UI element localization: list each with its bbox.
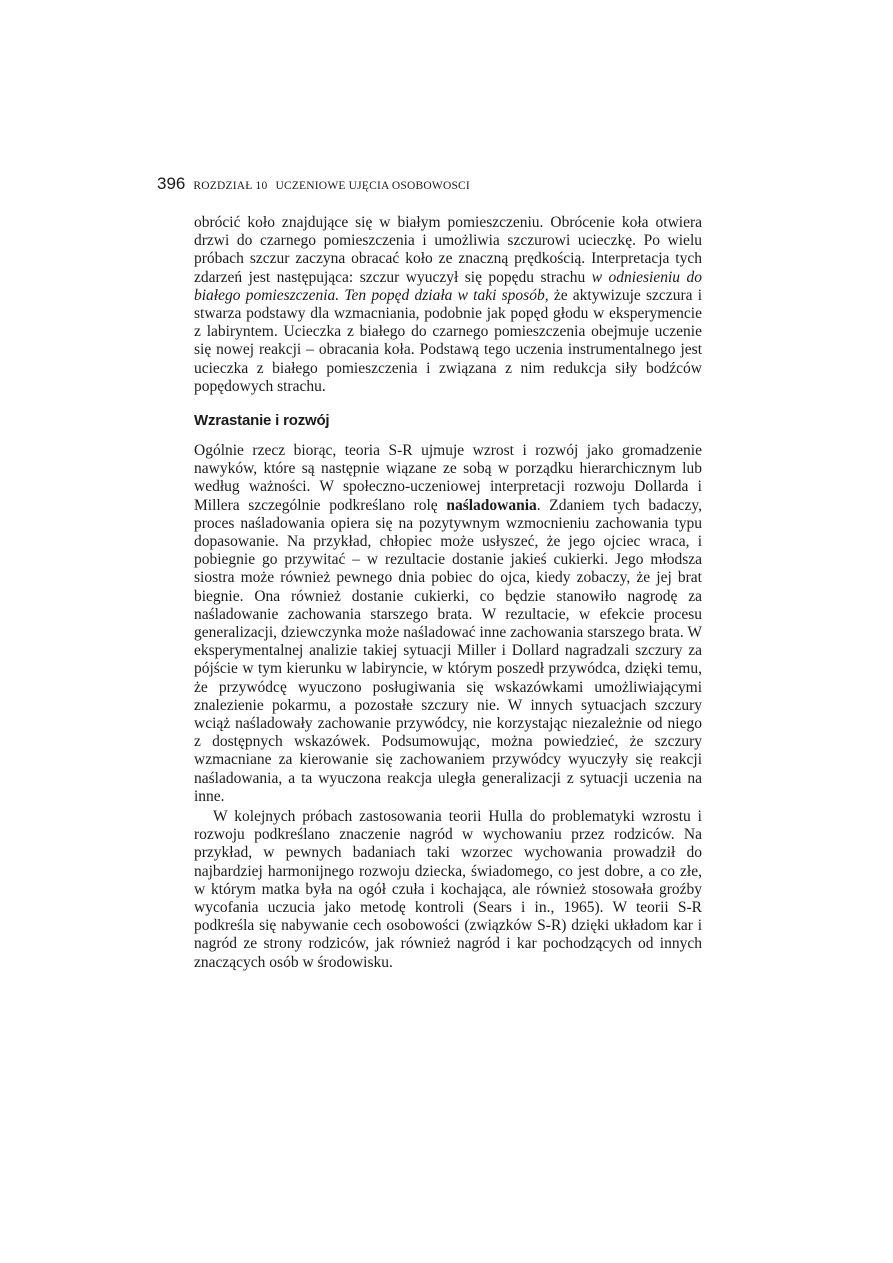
key-term: naśladowania xyxy=(446,496,537,514)
paragraph xyxy=(194,442,702,806)
paragraph-italic-text: w odniesieniu do białego pomieszczenia. Ten popęd działa w taki sposób, xyxy=(194,268,702,304)
page-number: 396 xyxy=(157,174,186,193)
paragraph xyxy=(194,214,702,396)
running-head xyxy=(157,174,717,194)
paragraph: W kolejnych próbach zastosowania teorii Hulla do problematyki wzrostu i rozwoju podkreślano znaczenie nagród w wychowaniu przez rodziców. Na przykład, w pewnych badaniach taki wzorzec wychowania prowadził do najbardziej harmonijnego rozwoju dziecka, świadomego, co jest dobre, a co złe, w którym matka była na ogół czuła i kochająca, ale również stosowała groźby wycofania uczucia jako metodę kontroli (Sears i in., 1965). W teorii S-R podkreśla się nabywanie cech osobowości (związków S-R) dzięki układom kar i nagród ze strony rodziców, jak również nagród i kar pochodzących od innych znaczących osób w środowisku. xyxy=(194,808,702,971)
chapter-title: UCZENIOWE UJĘCIA OSOBOWOSCI xyxy=(275,180,470,192)
section-paragraph xyxy=(194,442,702,806)
paragraph-text: że aktywizuje szczura i stwarza podstawy dla wzmacniania, podobnie jak popęd głodu w eksperymencie z labiryntem. Ucieczka z białego do czarnego pomieszczenia obejmuje uczenie się nowej reakcji – obracania koła. Podstawą tego uczenia instrumentalnego jest ucieczka z białego pomieszczenia i związana z nim redukcja siły bodźców popędowych strachu. xyxy=(194,286,703,395)
section-heading: Wzrastanie i rozwój xyxy=(194,412,330,429)
paragraph-text: obrócić koło znajdujące się w białym pomieszczeniu. Obrócenie koła otwiera drzwi do czarnego pomieszczenia i umożliwia szczurowi ucieczkę. Po wielu próbach szczur zaczyna obracać koło ze znaczną prędkością. Interpretacja tych zdarzeń jest następująca: szczur wyuczył się popędu strachu xyxy=(194,214,702,286)
section-paragraph xyxy=(194,808,702,972)
paragraph-text: . Zdaniem tych badaczy, proces naśladowania opiera się na pozytywnym wzmocnieniu zachowania typu dopasowanie. Na przykład, chłopiec może usłyszeć, że jego ojciec wraca, i pobiegnie go przywitać – w rezultacie dostanie jakieś cukierki. Jego młodsza siostra może również pewnego dnia pobiec do ojca, kiedy zobaczy, że jej brat biegnie. Ona również dostanie cukierki, co będzie stanowiło nagrodę za naśladowanie zachowania starszego brata. W rezultacie, w efekcie procesu generalizacji, dziewczynka może naśladować inne zachowania starszego brata. W eksperymentalnej analizie takiej sytuacji Miller i Dollard nagradzali szczury za pójście w tym kierunku w labiryncie, w którym poszedł przywódca, dzięki temu, że przywódcę wyuczono posługiwania się wskazówkami umożliwiającymi znalezienie pokarmu, a pozostałe szczury nie. W innych sytuacjach szczury wciąż naśladowały zachowanie przywódcy, nie korzystając niezależnie od niego z dostępnych wskazówek. Podsumowując, można powiedzieć, że szczury wzmacniane za kierowanie się zachowaniem przywódcy wyuczyły się reakcji naśladowania, a ta wyuczona reakcja uległa generalizacji z sytuacji uczenia na inne. xyxy=(194,496,702,805)
chapter-label: ROZDZIAŁ 10 xyxy=(193,180,268,192)
paragraph-text: Ogólnie rzecz biorąc, teoria S-R ujmuje wzrost i rozwój jako gromadzenie nawyków, które są następnie wiązane ze sobą w porządku hierarchicznym lub według ważności. W społeczno-uczeniowej interpretacji rozwoju Dollarda i Millera szczególnie podkreślano rolę xyxy=(194,442,702,514)
paragraph-continuation xyxy=(194,214,702,396)
